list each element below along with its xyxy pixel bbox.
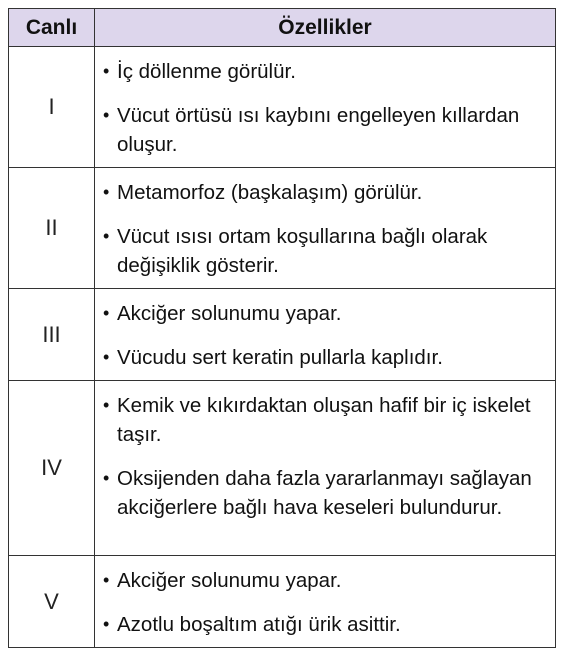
features-cell — [95, 381, 556, 556]
row-label: IV — [9, 381, 95, 556]
feature-item: • Vücut örtüsü ısı kaybını engelleyen kıllardan oluşur. — [103, 101, 549, 159]
row-label: I — [9, 47, 95, 168]
table-row — [9, 168, 556, 289]
header-row — [9, 9, 556, 47]
feature-item: • Vücudu sert keratin pullarla kaplıdır. — [103, 343, 549, 372]
feature-item: • Akciğer solunumu yapar. — [103, 566, 549, 595]
feature-item: • Vücut ısısı ortam koşullarına bağlı olarak değişiklik gösterir. — [103, 222, 549, 280]
header-organism: Canlı — [9, 9, 95, 47]
row-label: II — [9, 168, 95, 289]
feature-item: • İç döllenme görülür. — [103, 57, 549, 86]
feature-item: • Oksijenden daha fazla yararlanmayı sağlayan akciğerlere bağlı hava keseleri bulundurur. — [103, 464, 549, 522]
feature-item: • Metamorfoz (başkalaşım) görülür. — [103, 178, 549, 207]
table-row — [9, 381, 556, 556]
organism-features-table — [8, 8, 556, 648]
table-row — [9, 47, 556, 168]
features-cell — [95, 289, 556, 381]
organism-features-table-wrapper — [8, 8, 555, 648]
row-label: V — [9, 556, 95, 648]
features-cell — [95, 47, 556, 168]
feature-item: • Akciğer solunumu yapar. — [103, 299, 549, 328]
row-label: III — [9, 289, 95, 381]
header-features: Özellikler — [95, 9, 556, 47]
feature-item: • Kemik ve kıkırdaktan oluşan hafif bir iç iskelet taşır. — [103, 391, 549, 449]
feature-item: • Azotlu boşaltım atığı ürik asittir. — [103, 610, 549, 639]
table-row — [9, 289, 556, 381]
features-cell — [95, 168, 556, 289]
